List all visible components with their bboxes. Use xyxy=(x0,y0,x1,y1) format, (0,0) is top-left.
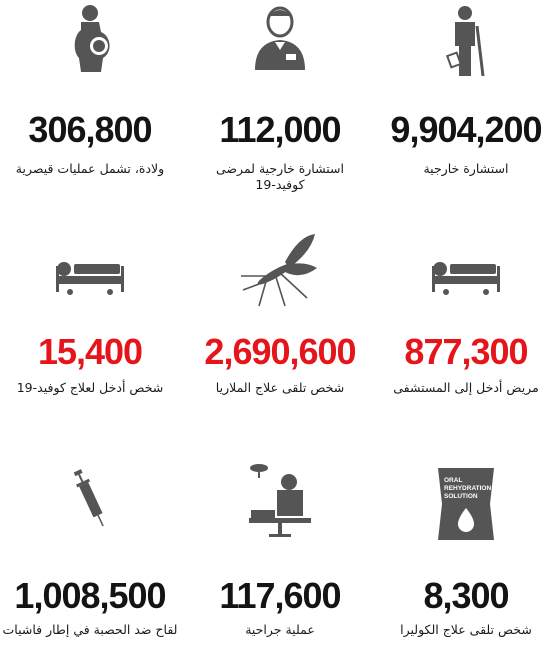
stat-label: عملية جراحية xyxy=(245,622,315,637)
stat-label: لقاح ضد الحصبة في إطار فاشيات xyxy=(2,622,178,637)
stat-label: ولادة، تشمل عمليات قيصرية xyxy=(15,161,165,176)
stat-surgeries xyxy=(190,450,370,650)
stat-births xyxy=(0,0,180,200)
stat-value: 877,300 xyxy=(404,331,528,372)
stat-cholera-treatment xyxy=(376,450,556,650)
stat-label: استشارة خارجية xyxy=(423,161,509,176)
hospital-bed-icon xyxy=(50,260,130,300)
stat-value: 9,904,200 xyxy=(390,109,542,150)
stat-value: 8,300 xyxy=(423,575,509,616)
stat-label: شخص أدخل لعلاج كوفيد-19 xyxy=(16,380,164,395)
stat-value: 2,690,600 xyxy=(204,331,356,372)
stat-value: 306,800 xyxy=(28,109,152,150)
stat-malaria-treatment xyxy=(190,210,370,410)
surgery-icon xyxy=(245,460,315,540)
sachet-text-line-2: REHYDRATION xyxy=(444,485,492,492)
syringe-icon xyxy=(65,466,115,530)
sachet-text-line-3: SOLUTION xyxy=(444,493,478,500)
stat-label: مريض أدخل إلى المستشفى xyxy=(393,380,539,395)
stat-label: استشارة خارجية لمرضى كوفيد-19 xyxy=(216,161,344,192)
oral-rehydration-sachet-icon xyxy=(428,464,504,544)
stat-covid-consultations xyxy=(190,0,370,200)
person-with-crutch-icon xyxy=(431,4,501,78)
mosquito-icon xyxy=(237,232,323,308)
stat-hospital-admissions xyxy=(376,210,556,410)
stat-outpatient-consultations xyxy=(376,0,556,200)
stat-covid-admissions xyxy=(0,210,180,410)
stat-value: 1,008,500 xyxy=(14,575,166,616)
stat-value: 15,400 xyxy=(37,331,143,372)
hospital-bed-icon xyxy=(426,260,506,300)
doctor-icon xyxy=(245,4,315,74)
stat-value: 117,600 xyxy=(219,575,341,616)
stat-label: شخص تلقى علاج الملاريا xyxy=(215,380,345,395)
stat-value: 112,000 xyxy=(219,109,341,150)
sachet-text-line-1: ORAL xyxy=(444,477,463,484)
stat-measles-vaccinations xyxy=(0,450,180,650)
pregnant-woman-icon xyxy=(55,4,125,74)
stat-label: شخص تلقى علاج الكوليرا xyxy=(400,622,532,637)
